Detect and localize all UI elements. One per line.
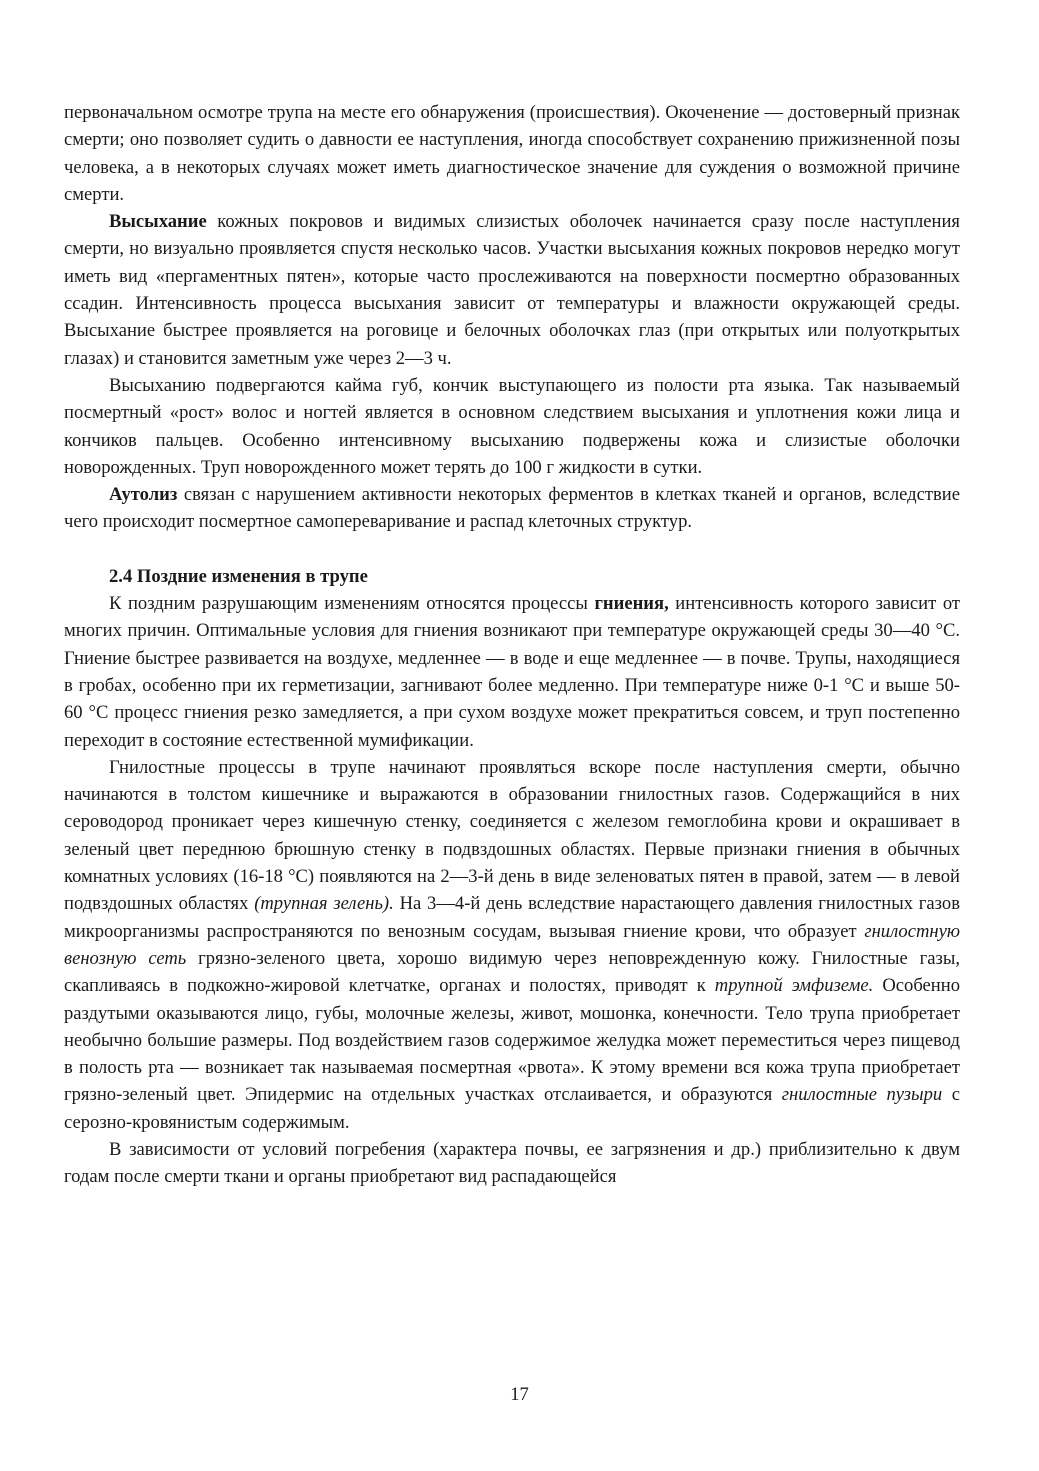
term-venous-network: гнилостную венозную сеть <box>64 920 960 969</box>
paragraph-text: интенсивность которого зависит от многих причин. Оптимальные условия для гниения возникают при температуре окружающей среды 30—40 °С. Гниение быстрее развивается на воздухе, медленнее — в воде и еще медленнее — в почве. Трупы, находящиеся в гробах, особенно при их герметизации, загнивают более медленно. При температуре ниже 0-1 °С и выше 50-60 °С процесс гниения резко замедляется, а при сухом воздухе может прекратиться совсем, и труп постепенно переходит в состояние естественной мумификации. <box>64 593 960 751</box>
paragraph-text: Особенно раздутыми оказываются лицо, губы, молочные железы, живот, мошонка, конечности. Тело трупа приобретает необычно большие размеры. Под воздействием газов содержимое желудка может переместиться через пищевод в полость рта — возникает так называемая посмертная «рвота». К этому времени вся кожа трупа приобретает грязно-зеленый цвет. Эпидермис на отдельных участках отслаивается, и образуются <box>64 975 961 1106</box>
paragraph-text: В зависимости от условий погребения (характера почвы, ее загрязнения и др.) приблизительно к двум годам после смерти ткани и органы приобретают вид распадающейся <box>64 1138 960 1188</box>
paragraph-text: связан с нарушением активности некоторых ферментов в клетках тканей и органов, вследствие чего происходит посмертное самопереваривание и распад клеточных структур. <box>64 484 960 533</box>
term-emphysema: трупной эмфиземе. <box>714 975 874 997</box>
paragraph-burial-conditions <box>64 1136 960 1191</box>
paragraph-text: первоначальном осмотре трупа на месте его обнаружения (происшествия). Окоченение — достоверный признак смерти; оно позволяет судить о давности ее наступления, иногда способствует сохранению прижизненной позы человека, а в некоторых случаях может иметь диагностическое значение для суждения о возможной причине смерти. <box>64 102 960 205</box>
paragraph-text: На 3—4-й день вследствие нарастающего давления гнилостных газов микроорганизмы распространяются по венозным сосудам, вызывая гниение крови, что образует <box>64 893 960 942</box>
page-body <box>64 99 960 1191</box>
paragraph-autolysis <box>64 481 960 536</box>
paragraph-text: с серозно-кровянистым содержимым. <box>64 1084 960 1133</box>
term-drying: Высыхание <box>109 211 207 233</box>
term-autolysis: Аутолиз <box>109 484 178 506</box>
paragraph-text: кожных покровов и видимых слизистых оболочек начинается сразу после наступления смерти, но визуально проявляется спустя несколько часов. Участки высыхания кожных покровов нередко могут иметь вид «пергаментных пятен», которые часто прослеживаются на поверхности посмертно образованных ссадин. Интенсивность процесса высыхания зависит от температуры и влажности окружающей среды. Высыхание быстрее проявляется на роговице и белочных оболочках глаз (при открытых или полуоткрытых глазах) и становится заметным уже через 2—3 ч. <box>64 211 960 369</box>
page-number: 17 <box>510 1384 529 1405</box>
term-cadaveric-green: (трупная зелень). <box>254 893 394 915</box>
paragraph-text: грязно-зеленого цвета, хорошо видимую через неповрежденную кожу. Гнилостные газы, скапливаясь в подкожно-жировой клетчатке, органах и полостях, приводят к <box>64 947 960 997</box>
paragraph-text: К поздним разрушающим изменениям относятся процессы <box>109 593 595 615</box>
paragraph-putrefactive-processes <box>64 754 960 1136</box>
paragraph-drying <box>64 208 960 372</box>
paragraph-putrefaction <box>64 590 960 754</box>
section-heading: 2.4 Поздние изменения в трупе <box>109 565 368 587</box>
paragraph-drying-details <box>64 372 960 481</box>
paragraph-text: Высыханию подвергаются кайма губ, кончик выступающего из полости рта языка. Так называемый посмертный «рост» волос и ногтей является в основном следствием высыхания и уплотнения кожи лица и кончиков пальцев. Особенно интенсивному высыханию подвержены кожа и слизистые оболочки новорожденных. Труп новорожденного может терять до 100 г жидкости в сутки. <box>64 374 960 478</box>
paragraph-rigor-mortis <box>64 99 960 208</box>
term-blisters: гнилостные пузыри <box>781 1084 943 1106</box>
paragraph-text: Гнилостные процессы в трупе начинают проявляться вскоре после наступления смерти, обычно начинаются в толстом кишечнике и выражаются в образовании гнилостных газов. Содержащийся в них сероводород проникает через кишечную стенку, соединяется с железом гемоглобина крови и окрашивает в зеленый цвет переднюю брюшную стенку в подвздошных областях. Первые признаки гниения в обычных комнатных условиях (16-18 °С) появляются на 2—3-й день в виде зеленоватых пятен в правой, затем — в левой подвздошных областях <box>64 756 960 915</box>
term-putrefaction: гниения, <box>594 593 669 615</box>
